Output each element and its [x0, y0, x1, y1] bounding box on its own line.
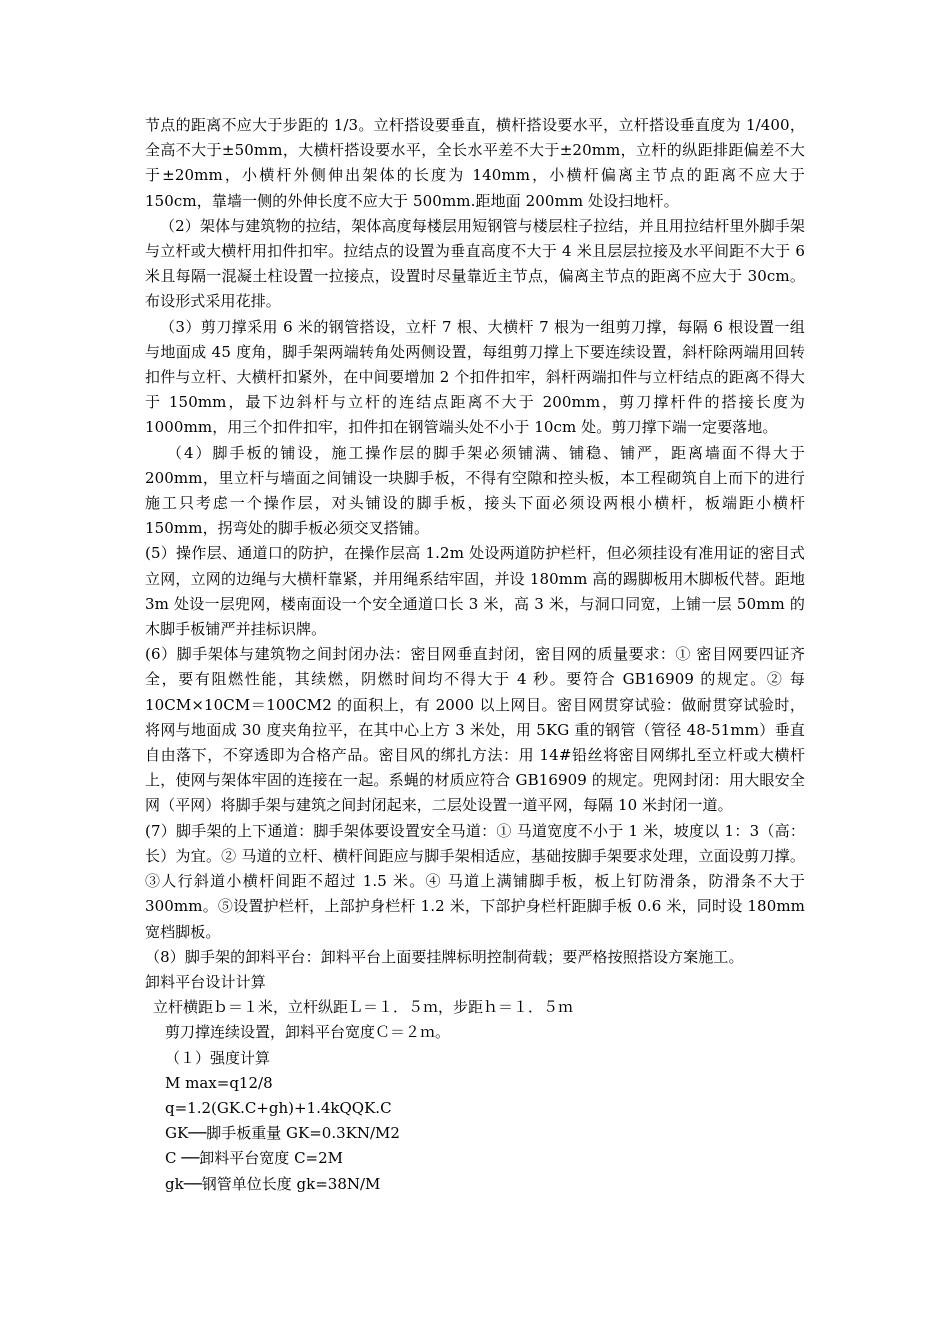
paragraph-cross-bracing: （3）剪刀撑采用 6 米的钢管搭设，立杆 7 根、大横杆 7 根为一组剪刀撑，每隔 6 根设置一组与地面成 45 度角，脚手架两端转角处两侧设置，每组剪刀撑上下要连续设置，斜杆除两端用回转扣件与立杆、大横杆扣紧外，在中间要增加 2 个扣件扣牢，斜杆两端扣件与立杆结点的距离不得大于 150mm，最下边斜杆与立杆的连结点距离不大于 200mm，剪刀撑杆件的搭接长度为 1000mm，用三个扣件扣牢，扣件扣在钢管端头处不小于 10cm 处。剪刀撑下端一定要落地。 [145, 317, 805, 437]
calc-def-gk-steel: gk──钢管单位长度 gk=38N/M [165, 1174, 381, 1193]
section-heading-platform-calc: 卸料平台设计计算 [145, 972, 266, 991]
paragraph-node-distance: 节点的距离不应大于步距的 1/3。立杆搭设要垂直，横杆搭设要水平，立杆搭设垂直度为 1/400，全高不大于±50mm，大横杆搭设要水平，全长水平差不大于±20mm，立杆的纵距排距偏差不大于±20mm，小横杆外侧伸出架体的长度为 140mm，小横杆偏离主节点的距离不应大于 150cm，靠墙一侧的外伸长度不应大于 500mm.距地面 200mm 处设扫地杆。 [145, 116, 805, 210]
paragraph-access-ramp: (7）脚手架的上下通道：脚手架体要设置安全马道：① 马道宽度不小于 1 米，坡度以 1：3（高：长）为宜。② 马道的立杆、横杆间距应与脚手架相适应，基础按脚手架要求处理，立面设剪刀撑。③人行斜道小横杆间距不超过 1.5 米。④ 马道上满铺脚手板，板上钉防滑条，防滑条不大于 300mm。⑤设置护栏杆，上部护身栏杆 1.2 米，下部护身栏杆距脚手板 0.6 米，同时设 180mm 宽档脚板。 [145, 821, 805, 941]
calc-line-spacing: 立杆横距ｂ＝１米，立杆纵距Ｌ＝１．５ｍ，步距ｈ＝１．５ｍ [153, 998, 574, 1017]
paragraph-scaffold-board: （4）脚手板的铺设，施工操作层的脚手架必须铺满、铺稳、铺严，距离墙面不得大于 200mm，里立杆与墙面之间铺设一块脚手板，不得有空隙和控头板，本工程砌筑自上而下的进行施工只考虑一个操作层，对头铺设的脚手板，接头下面必须设两根小横杆，板端距小横杆 150mm，拐弯处的脚手板必须交叉搭铺。 [145, 443, 805, 538]
paragraph-unloading-platform: （8）脚手架的卸料平台：卸料平台上面要挂牌标明控制荷载；要严格按照搭设方案施工。 [145, 947, 744, 966]
calc-formula-mmax: M max=q12/8 [165, 1073, 273, 1092]
paragraph-tie-connection: （2）架体与建筑物的拉结，架体高度每楼层用短钢管与楼层柱子拉结，并且用拉结杆里外脚手架与立杆或大横杆用扣件扣牢。拉结点的设置为垂直高度不大于 4 米且层层拉接及水平间距不大于 6 米且每隔一混凝土柱设置一拉接点，设置时尽量靠近主节点，偏离主节点的距离不应大于 30cm。布设形式采用花排。 [145, 216, 805, 311]
calc-line-strength-heading: （１）强度计算 [165, 1048, 271, 1067]
calc-formula-q: q=1.2(GK.C+gh)+1.4kQQK.C [165, 1098, 392, 1117]
paragraph-closure-method: (6）脚手架体与建筑物之间封闭办法：密目网垂直封闭，密目网的质量要求：① 密目网要四证齐全，要有阻燃性能，其续燃，阴燃时间均不得大于 4 秒。要符合 GB16909 的规定。② 每 10CM×10CM＝100CM2 的面积上，有 2000 以上网目。密目网贯穿试验：做耐贯穿试验时，将网与地面成 30 度夹角拉平，在其中心上方 3 米处，用 5KG 重的钢管（管径 48-51mm）垂直自由落下，不穿透即为合格产品。密目风的绑扎方法：用 14#铅丝将密目网绑扎至立杆或大横杆上，使网与架体牢固的连接在一起。系蝇的材质应符合 GB16909 的规定。兜网封闭：用大眼安全网（平网）将脚手架与建筑之间封闭起来，二层处设置一道平网，每隔 10 米封闭一道。 [145, 645, 805, 815]
calc-line-platform-width: 剪刀撑连续设置，卸料平台宽度Ｃ＝２ｍ。 [165, 1023, 451, 1042]
paragraph-work-layer-protection: (5）操作层、通道口的防护，在操作层高 1.2m 处设两道防护栏杆，但必须挂设有准用证的密目式立网，立网的边绳与大横杆靠紧，并用绳系结牢固，并设 180mm 高的踢脚板用木脚板代替。距地 3m 处设一层兜网，楼南面设一个安全通道口长 3 米，高 3 米，与洞口同宽，上铺一层 50mm 的木脚手板铺严并挂标识牌。 [145, 544, 805, 639]
calc-def-gk: GK──脚手板重量 GK=0.3KN/M2 [165, 1124, 400, 1143]
calc-def-c: C ──卸料平台宽度 C=2M [165, 1149, 344, 1168]
